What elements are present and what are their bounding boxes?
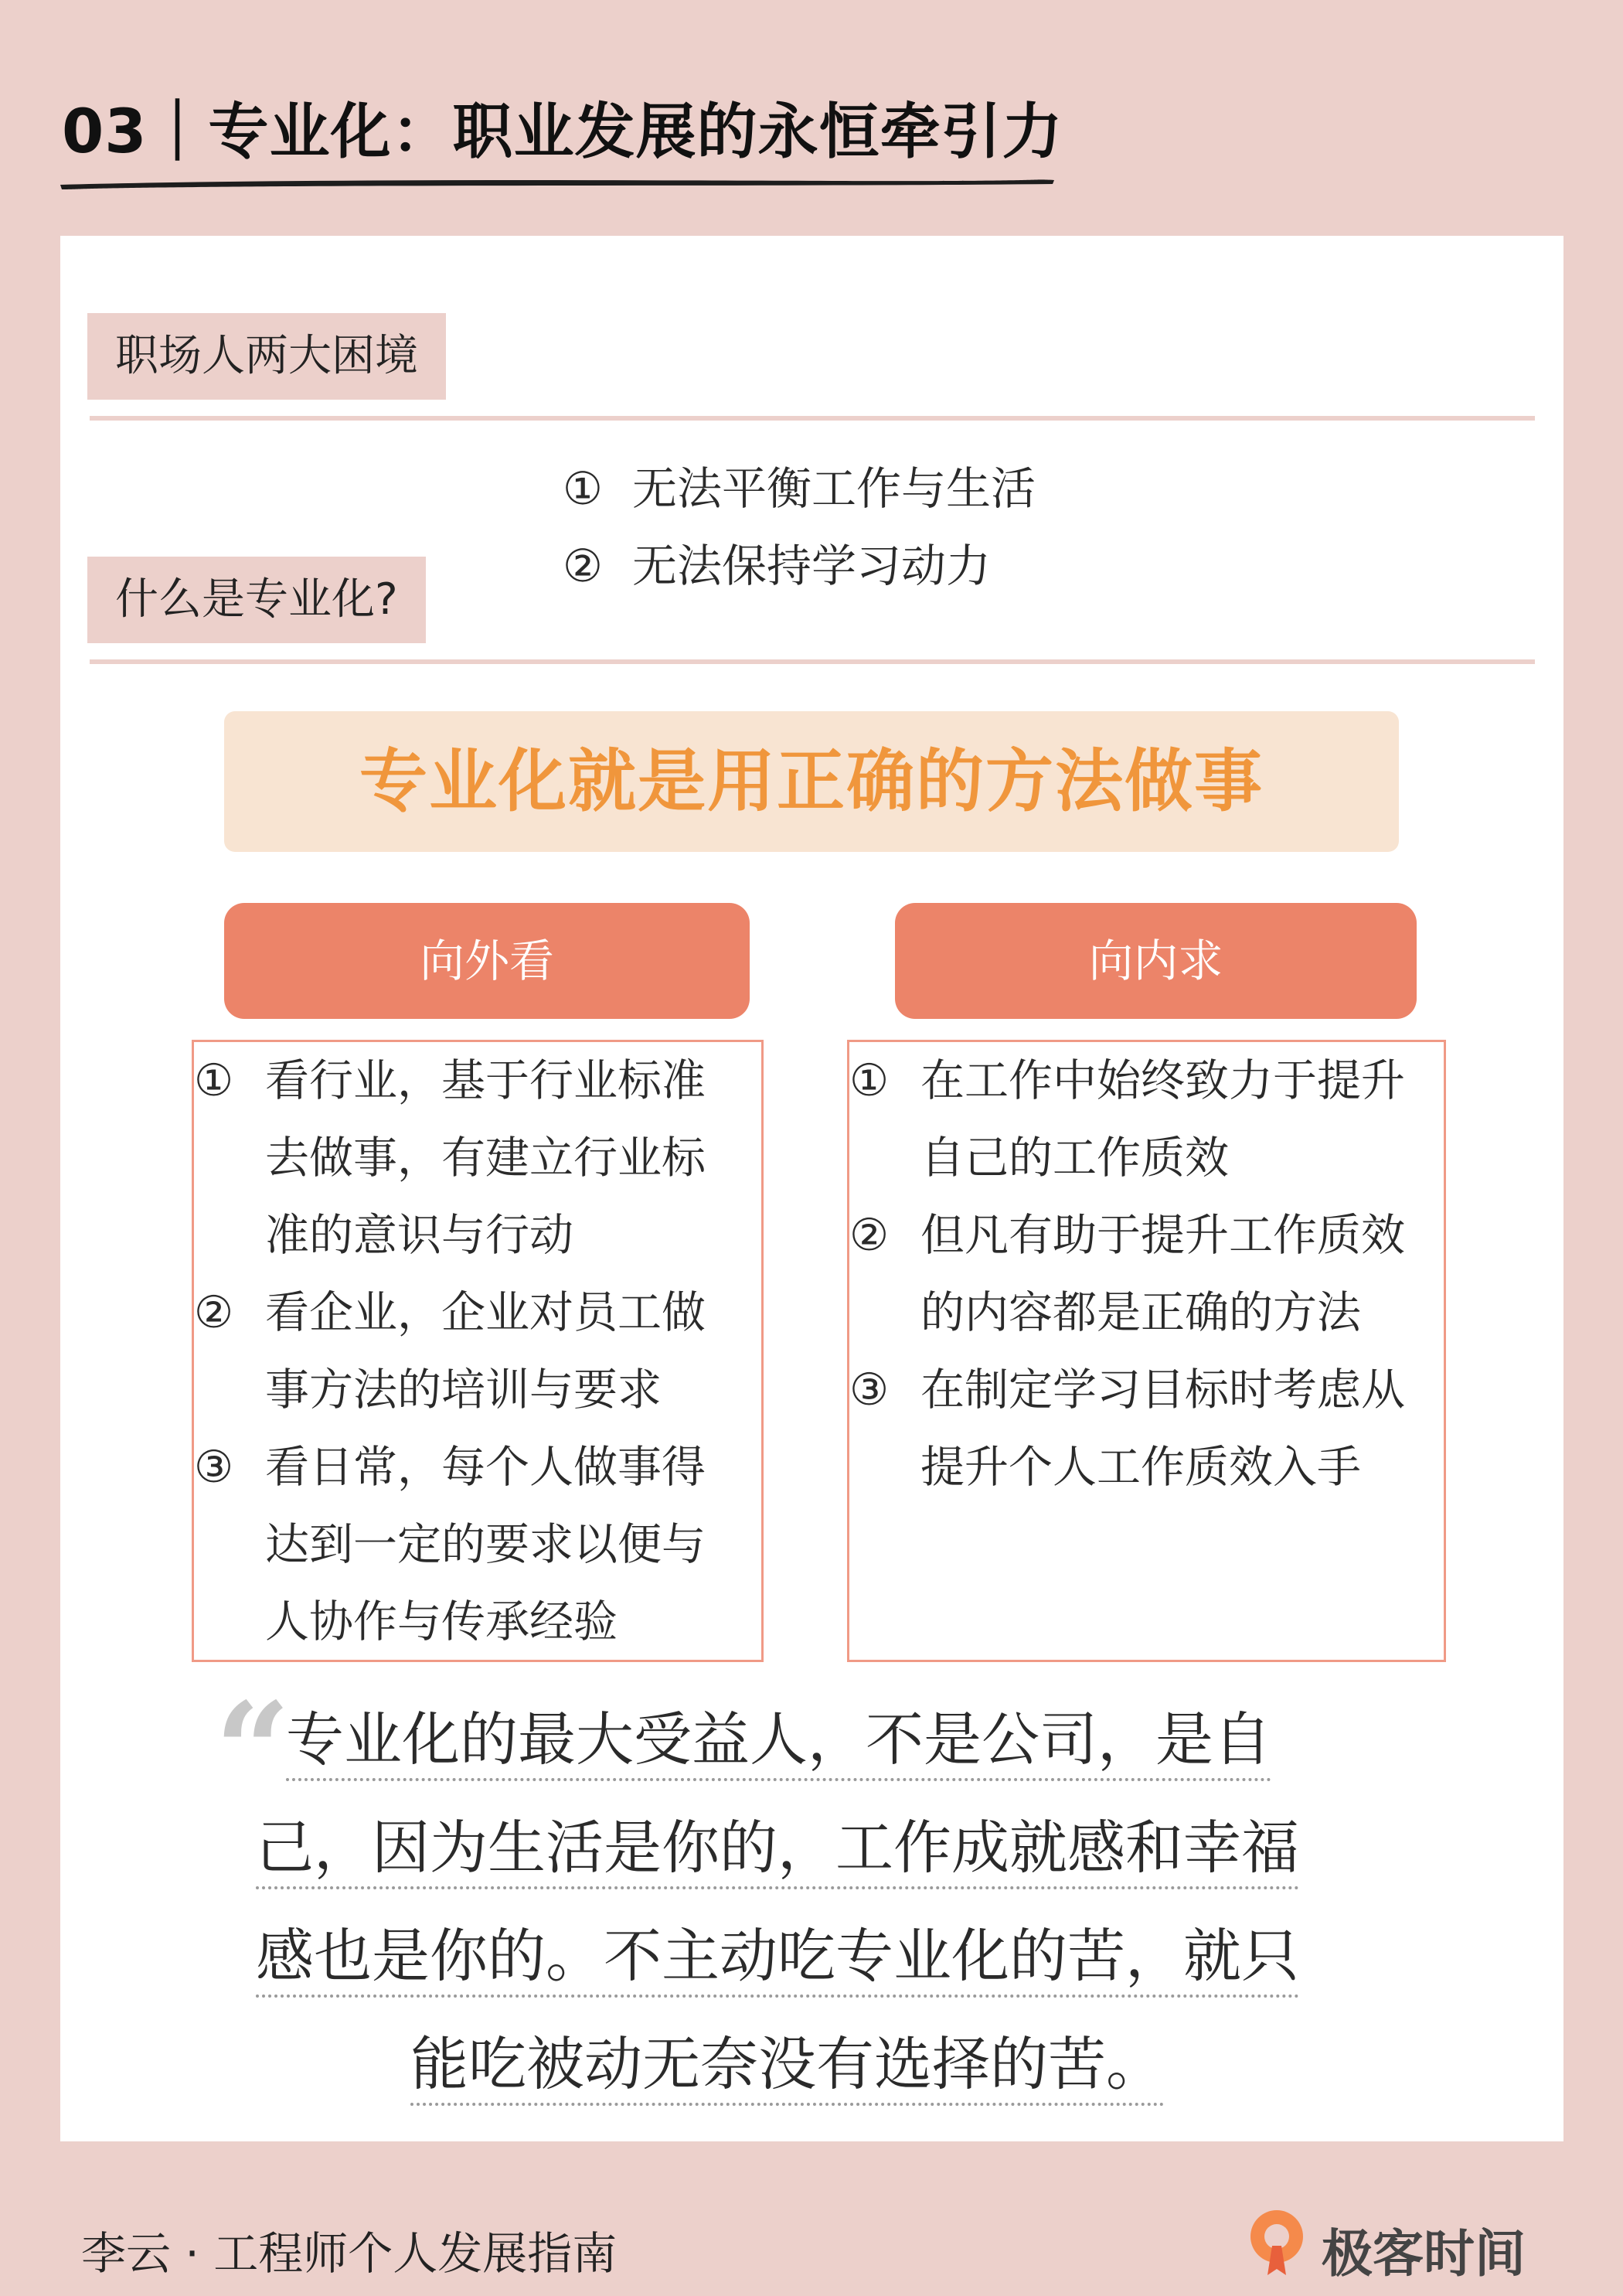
item-marker: ① <box>849 1055 890 1106</box>
inward-list-box <box>847 1040 1446 1662</box>
brush-underline <box>59 174 1056 192</box>
item-marker: ② <box>194 1287 234 1338</box>
list-line <box>194 1351 750 1429</box>
list-line-text: 人协作与传承经验 <box>265 1596 618 1647</box>
what-label: 什么是专业化? <box>87 557 426 643</box>
outward-list-box <box>192 1040 764 1662</box>
list-line <box>849 1197 1444 1274</box>
divider <box>90 659 1535 664</box>
dilemma-text: 无法平衡工作与生活 <box>632 462 1036 515</box>
dilemma-item <box>563 452 1036 517</box>
list-line <box>194 1274 750 1351</box>
list-line <box>194 1042 750 1119</box>
item-marker: ③ <box>194 1442 234 1493</box>
list-line-text: 达到一定的要求以便与 <box>265 1519 706 1570</box>
list-line-text: 自己的工作质效 <box>920 1133 1229 1184</box>
item-marker: ① <box>194 1055 234 1106</box>
item-marker: ① <box>563 462 603 515</box>
list-line <box>849 1429 1444 1506</box>
list-line-text: 事方法的培训与要求 <box>265 1364 662 1415</box>
list-line <box>194 1506 750 1583</box>
dilemma-item <box>563 530 991 594</box>
quote-line: 专业化的最大受益人，不是公司，是自 <box>286 1701 1271 1781</box>
definition-banner: 专业化就是用正确的方法做事 <box>224 711 1399 852</box>
page-title: 03｜专业化：职业发展的永恒牵引力 <box>62 97 1063 167</box>
inward-heading: 向内求 <box>895 903 1417 1019</box>
list-line-text: 看企业，企业对员工做 <box>265 1287 706 1338</box>
list-line-text: 看日常，每个人做事得 <box>265 1442 706 1493</box>
quote-line: 能吃被动无奈没有选择的苦。 <box>410 2025 1164 2106</box>
item-marker: ② <box>563 540 603 592</box>
list-line <box>194 1583 750 1661</box>
item-marker: ② <box>849 1210 890 1261</box>
list-line <box>849 1042 1444 1119</box>
list-line-text: 在工作中始终致力于提升 <box>920 1055 1405 1106</box>
inward-list <box>849 1042 1444 1506</box>
course-name: 李云 · 工程师个人发展指南 <box>81 2227 618 2280</box>
content-card <box>60 236 1563 2141</box>
list-line <box>849 1351 1444 1429</box>
list-line-text: 的内容都是正确的方法 <box>920 1287 1361 1338</box>
list-line-text: 看行业，基于行业标准 <box>265 1055 706 1106</box>
list-line <box>194 1429 750 1506</box>
outward-heading: 向外看 <box>224 903 750 1019</box>
geektime-logo-icon <box>1246 2207 1311 2278</box>
divider <box>90 416 1535 421</box>
brand-name: 极客时间 <box>1322 2224 1526 2284</box>
list-line-text: 但凡有助于提升工作质效 <box>920 1210 1405 1261</box>
dilemma-text: 无法保持学习动力 <box>632 540 992 592</box>
outward-list <box>194 1042 750 1661</box>
list-line <box>849 1274 1444 1351</box>
list-line-text: 在制定学习目标时考虑从 <box>920 1364 1405 1415</box>
list-line-text: 去做事，有建立行业标 <box>265 1133 706 1184</box>
quote-mark-icon: “ <box>215 1674 291 1828</box>
list-line <box>194 1119 750 1197</box>
list-line-text: 准的意识与行动 <box>265 1210 573 1261</box>
list-line-text: 提升个人工作质效入手 <box>920 1442 1361 1493</box>
item-marker: ③ <box>849 1364 890 1415</box>
list-line <box>849 1119 1444 1197</box>
quote-line: 感也是你的。不主动吃专业化的苦，就只 <box>256 1917 1299 1998</box>
dilemmas-label: 职场人两大困境 <box>87 313 446 400</box>
quote-line: 己，因为生活是你的，工作成就感和幸福 <box>256 1809 1299 1889</box>
list-line <box>194 1197 750 1274</box>
